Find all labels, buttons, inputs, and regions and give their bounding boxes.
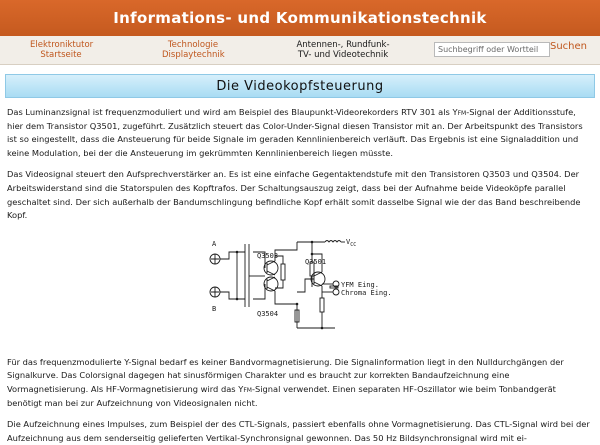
choke-coil-icon	[325, 240, 341, 242]
site-banner	[0, 0, 600, 36]
text-run: Für das frequenzmodulierte Y-Signal bedarf es keiner Bandvormagnetisierung. Die Signalinformation liegt in den Nulldurchgängen der Signalkurve. Das Colorsignal dagegen hat sinusförmigen Charakter und es braucht zur korrekten Bandaufzeichnung eine Vormagnetisierung. Als HF-Vormagnetisierung wird das	[7, 356, 564, 394]
nav-item-sublabel: TV- und Videotechnik	[297, 50, 389, 60]
nav-item-label: Elektroniktutor	[30, 40, 94, 50]
top-navigation	[0, 36, 600, 65]
nav-item-label: Antennen-, Rundfunk-	[296, 40, 390, 50]
circuit-diagram	[205, 232, 395, 348]
yfm-input-label: YFM Eing.	[341, 280, 379, 289]
nav-item-sublabel: Startseite	[40, 50, 82, 60]
q3501-label: Q3501	[305, 257, 327, 266]
paragraph-videosignal: Das Videosignal steuert den Aufsprechverstärker an. Es ist eine einfache Gegentaktendstufe mit den Transistoren Q3503 und Q3504. Der Arbeitswiderstand sind die Statorspulen des Kopftrafos. Der Schaltungsauszug zeigt, dass bei der Aufnahme beide Videoköpfe parallel geschaltet sind. Der sich außerhalb der Bandumschlingung befindliche Kopf erhält somit dasselbe Signal wie der das Band beschreibende Kopf.	[7, 169, 581, 221]
head-b-label: B	[212, 304, 217, 313]
q3503-label: Q3503	[257, 251, 279, 260]
nav-item-videotechnik[interactable]	[296, 40, 390, 60]
text-run: Das Luminanzsignal ist frequenzmoduliert und wird am Beispiel des Blaupunkt-Videorekorders RTV 301 als	[7, 107, 453, 117]
paragraph-luminanz	[7, 106, 593, 160]
nav-item-sublabel: Displaytechnik	[162, 50, 225, 60]
chroma-input-label: Chroma Eing.	[341, 288, 392, 297]
nav-item-label: Technologie	[167, 40, 219, 50]
nav-item-displaytechnik[interactable]	[162, 40, 224, 60]
page-title-bar	[5, 74, 595, 98]
site-title: Informations- und Kommunikationstechnik	[113, 9, 487, 27]
vcc-label: $V_{CC}$	[346, 237, 357, 248]
search-input[interactable]	[434, 42, 550, 57]
text-run: -Signal verwendet. Einen separaten HF-Oszillator wie beim Tonbandgerät benötigt man bei zur Aufzeichnung von Videosignalen nicht.	[7, 383, 556, 408]
paragraph-ctl-signal: Die Aufzeichnung eines Impulses, zum Beispiel der des CTL-Signals, passiert ebenfalls ohne Vormagnetisierung. Das CTL-Signal wird bei der Aufzeichnung aus dem senderseitig gelieferten Vertikal-Synchronsignal gewonnen. Das 50 Hz Bildsynchronsignal wird mit ei-	[7, 419, 590, 443]
text-run: -Signal der Additionsstufe, hier dem Transistor Q3501, zugeführt. Zusätzlich steuert das Color-Under-Signal diesen Transistor mit an. Der Arbeitspunkt des Transistors ist so eingestellt, dass die Ansteuerung für beide Signale im geraden Kennlinienbereich verläuft. Das Ergebnis ist eine Signaladdition und keine Modulation, bei der die Ansteuerung im gekrümmten Kennlinienbereich liegen müsste.	[7, 107, 583, 158]
article-content	[0, 106, 600, 445]
paragraph-y-signal	[7, 356, 593, 410]
q3504-label: Q3504	[257, 309, 279, 318]
yfm-term: Yfm	[452, 107, 467, 117]
nav-item-startseite[interactable]	[30, 40, 92, 60]
search-button[interactable]: Suchen	[550, 41, 588, 52]
yfm-term: Yfm	[238, 383, 252, 394]
head-a-label: A	[212, 239, 217, 248]
page-title: Die Videokopfsteuerung	[216, 78, 384, 94]
